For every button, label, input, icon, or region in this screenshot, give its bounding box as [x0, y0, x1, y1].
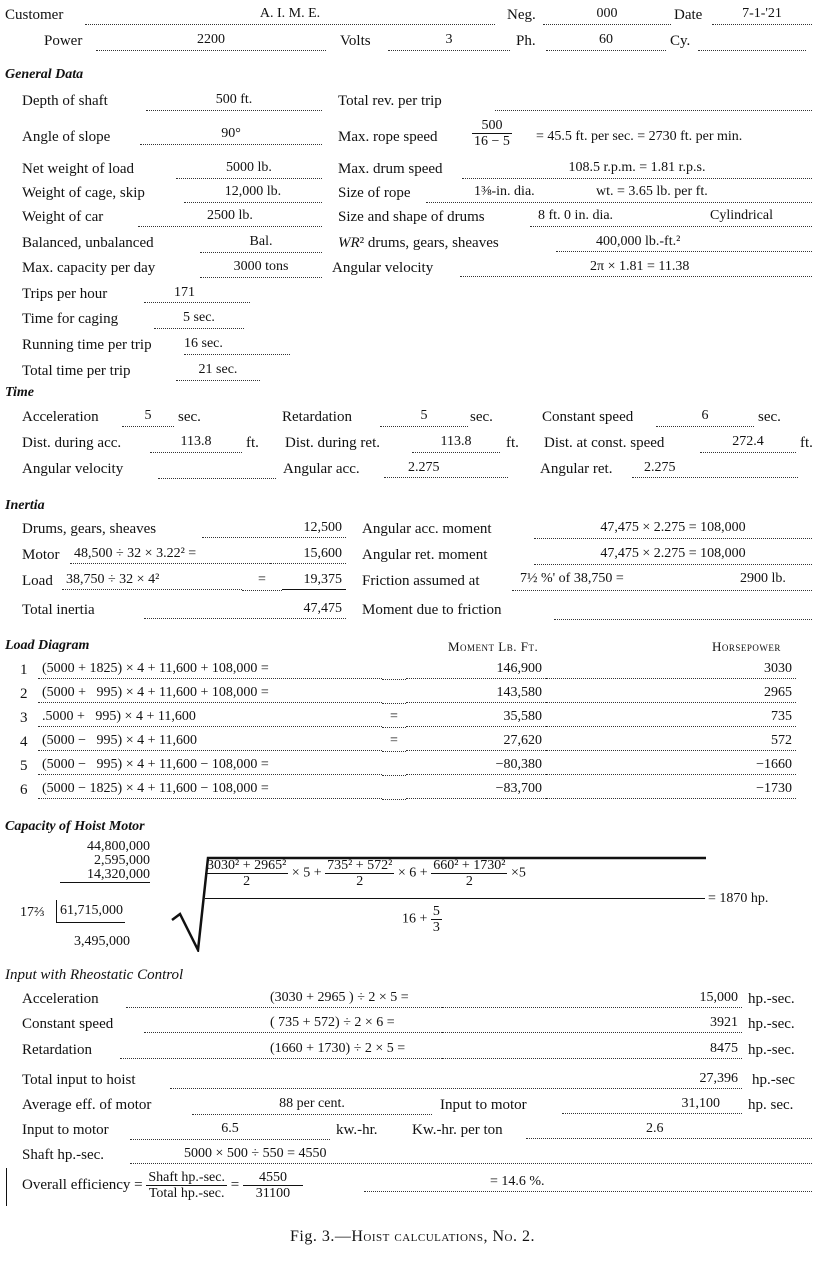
load-diagram-row [0, 757, 825, 779]
rope-speed-label: Max. rope speed [338, 129, 438, 145]
cy-value [698, 32, 806, 51]
load-row-horsepower: −1660 [546, 757, 796, 775]
kwton-value: 2.6 [526, 1121, 812, 1139]
input-const-value: 3921 [442, 1015, 742, 1033]
figure-caption [0, 1228, 825, 1246]
wr2-value: 400,000 lb.-ft.² [556, 234, 812, 252]
term2-mult: × 6 + [397, 865, 428, 881]
load-row-moment: 35,580 [406, 709, 546, 727]
time-acc-value: 5 [122, 408, 174, 427]
load-row-expression: (5000 − 995) × 4 + 11,600 − 108,000 = [38, 757, 382, 775]
time-const-label: Constant speed [542, 409, 634, 425]
balanced-label: Balanced, unbalanced [22, 235, 154, 251]
input-row-ret [0, 1041, 825, 1063]
inertia-row-3 [0, 572, 825, 594]
car-value: 2500 lb. [138, 208, 322, 227]
inertia-row-1 [0, 520, 825, 542]
input-acc-value: 15,000 [442, 990, 742, 1008]
inertia-row-2 [0, 546, 825, 568]
sqrt-numerator [205, 858, 526, 889]
input-ret-label: Retardation [22, 1042, 92, 1058]
load-row-number: 5 [20, 758, 28, 774]
quotient: 3,495,000 [74, 934, 130, 949]
date-label: Date [674, 7, 703, 23]
general-row-car [0, 208, 825, 230]
drums-label: Size and shape of drums [338, 209, 485, 225]
input-const-expr: ( 735 + 572) ÷ 2 × 6 = [144, 1015, 442, 1033]
term3-den: 2 [465, 874, 473, 889]
load-row-number: 6 [20, 782, 28, 798]
inertia-load-value: 19,375 [282, 572, 346, 590]
load-diagram-title: Load Diagram [5, 638, 90, 653]
general-row-total [0, 362, 825, 384]
input-acc-expr: (3030 + 2965 ) ÷ 2 × 5 = [126, 990, 442, 1008]
dist-acc-label: Dist. during acc. [22, 435, 122, 451]
input-row-eff [0, 1096, 825, 1118]
general-row-running [0, 336, 825, 358]
general-row-balanced [0, 234, 825, 256]
capacity-result: = 1870 hp. [708, 891, 769, 906]
inertia-load-expr: 38,750 ÷ 32 × 4² [62, 572, 242, 590]
den-five: 5 [432, 904, 440, 919]
term1-num: 3030² + 2965² [207, 858, 287, 873]
overall-efficiency [22, 1170, 303, 1201]
rope-speed-den: 16 − 5 [474, 134, 510, 149]
friction-moment-value [554, 601, 812, 620]
input-motor-unit: hp. sec. [748, 1097, 794, 1113]
header-row-1 [0, 6, 825, 28]
rope-speed-value: = 45.5 ft. per sec. = 2730 ft. per min. [536, 129, 743, 144]
caption-text: Hoist calculations, No. 2. [351, 1228, 535, 1245]
load-diagram-row [0, 781, 825, 803]
inertia-motor-expr: 48,500 ÷ 32 × 3.22² = [70, 546, 270, 564]
sum-line-1: 44,800,000 [87, 839, 150, 854]
date-value: 7-1-'21 [712, 6, 812, 25]
input-motor-value: 31,100 [562, 1096, 742, 1114]
input-row-const [0, 1015, 825, 1037]
balanced-value: Bal. [200, 234, 322, 253]
input-motor-label: Input to motor [440, 1097, 527, 1113]
input-ret-expr: (1660 + 1730) ÷ 2 × 5 = [120, 1041, 442, 1059]
volts-label: Volts [340, 33, 371, 49]
input-row-acc [0, 990, 825, 1012]
overall-den: Total hp.-sec. [148, 1186, 225, 1201]
kwton-label: Kw.-hr. per ton [412, 1122, 503, 1138]
margin-bar [6, 1168, 7, 1206]
rev-value [495, 92, 812, 111]
load-row-leader [382, 685, 406, 704]
overall-result: = 14.6 %. [364, 1174, 812, 1192]
load-row-horsepower: 735 [546, 709, 796, 727]
friction-moment-label: Moment due to friction [362, 602, 502, 618]
input-total-unit: hp.-sec [752, 1072, 795, 1088]
input-row-total [0, 1071, 825, 1093]
load-row-horsepower: 3030 [546, 661, 796, 679]
car-label: Weight of car [22, 209, 104, 225]
capacity-label: Max. capacity per day [22, 260, 156, 276]
inertia-load-label: Load [22, 573, 53, 589]
kwhr-unit: kw.-hr. [336, 1122, 378, 1138]
ret-moment-value: 47,475 × 2.275 = 108,000 [534, 546, 812, 565]
drums-shape-value: Cylindrical [710, 208, 773, 223]
load-diagram-row [0, 733, 825, 755]
sum-line-2: 2,595,000 [94, 853, 150, 868]
load-diagram-row [0, 709, 825, 731]
shaft-label: Shaft hp.-sec. [22, 1147, 105, 1163]
ret-moment-label: Angular ret. moment [362, 547, 488, 563]
efficiency-value: 88 per cent. [192, 1096, 432, 1115]
general-row-trips [0, 285, 825, 307]
input-title: Input with Rheostatic Control [5, 967, 184, 983]
term1-mult: × 5 + [291, 865, 322, 881]
neg-label: Neg. [507, 7, 536, 23]
acc-moment-value: 47,475 × 2.275 = 108,000 [534, 520, 812, 539]
load-row-horsepower: 572 [546, 733, 796, 751]
term3-num: 660² + 1730² [433, 858, 506, 873]
dist-ret-value: 113.8 [412, 434, 500, 453]
rope-speed-fraction [472, 118, 512, 149]
total-time-value: 21 sec. [176, 362, 260, 381]
running-label: Running time per trip [22, 337, 152, 353]
overall-vden: 31100 [255, 1186, 291, 1201]
input-total-label: Total input to hoist [22, 1072, 136, 1088]
time-row-2 [0, 434, 825, 456]
angle-label: Angle of slope [22, 129, 111, 145]
load-row-leader [382, 781, 406, 800]
load-row-moment: −83,700 [406, 781, 546, 799]
depth-value: 500 ft. [146, 92, 322, 111]
friction-lb-value: 2900 lb. [740, 571, 786, 586]
capacity-value: 3000 tons [200, 259, 322, 278]
input-row-shaft [0, 1146, 825, 1168]
running-value: 16 sec. [184, 336, 290, 355]
moment-column-header: Moment Lb. Ft. [448, 639, 539, 654]
load-row-moment: 143,580 [406, 685, 546, 703]
overall-label: Overall efficiency = [22, 1176, 143, 1193]
input-const-label: Constant speed [22, 1016, 114, 1032]
friction-value: 7½ %' of 38,750 = [520, 571, 624, 586]
rope-speed-num: 500 [472, 118, 512, 134]
term1-den: 2 [243, 874, 251, 889]
load-row-expression: (5000 − 1825) × 4 + 11,600 − 108,000 = [38, 781, 382, 799]
neg-value: 000 [543, 6, 671, 25]
dist-const-unit: ft. [800, 435, 813, 451]
horsepower-column-header: Horsepower [712, 639, 781, 654]
sqrt-denominator [402, 904, 442, 935]
input-row-kwhr [0, 1121, 825, 1143]
angular-velocity-value: 2π × 1.81 = 11.38 [460, 259, 812, 277]
dividend: 61,715,000 [56, 900, 125, 923]
rope-weight-value: wt. = 3.65 lb. per ft. [596, 184, 708, 199]
dist-acc-unit: ft. [246, 435, 259, 451]
efficiency-label: Average eff. of motor [22, 1097, 152, 1113]
trips-value: 171 [144, 285, 250, 303]
load-row-expression: (5000 − 995) × 4 + 11,600 [38, 733, 382, 751]
time-row-3 [0, 460, 825, 482]
power-value: 2200 [96, 32, 326, 51]
load-row-number: 3 [20, 710, 28, 726]
general-data-title: General Data [5, 67, 84, 82]
term2-den: 2 [356, 874, 364, 889]
load-row-equals: = [382, 733, 406, 752]
load-diagram-row [0, 685, 825, 707]
drum-speed-value: 108.5 r.p.m. = 1.81 r.p.s. [462, 160, 812, 179]
acc-moment-label: Angular acc. moment [362, 521, 492, 537]
dist-ret-label: Dist. during ret. [285, 435, 380, 451]
sum-line-3: 14,320,000 [60, 868, 150, 883]
shaft-value: 5000 × 500 ÷ 550 = 4550 [130, 1146, 812, 1164]
net-label: Net weight of load [22, 161, 135, 177]
time-angular-velocity-value [158, 460, 276, 479]
time-ret-value: 5 [380, 408, 468, 427]
rope-size-label: Size of rope [338, 185, 411, 201]
overall-num: Shaft hp.-sec. [148, 1170, 225, 1185]
load-row-expression: (5000 + 1825) × 4 + 11,600 + 108,000 = [38, 661, 382, 679]
time-title: Time [5, 385, 35, 400]
angular-acc-value: 2.275 [384, 460, 508, 478]
inertia-load-equals: = [242, 572, 282, 591]
load-row-moment: 27,620 [406, 733, 546, 751]
load-diagram-row [0, 661, 825, 683]
general-row-angle [0, 118, 825, 156]
load-row-moment: −80,380 [406, 757, 546, 775]
term2-num: 735² + 572² [327, 858, 393, 873]
input-const-unit: hp.-sec. [748, 1016, 795, 1032]
load-row-horsepower: 2965 [546, 685, 796, 703]
load-row-number: 1 [20, 662, 28, 678]
term3-mult: ×5 [510, 865, 526, 881]
volts-value: 3 [388, 32, 510, 51]
load-row-horsepower: −1730 [546, 781, 796, 799]
load-row-number: 2 [20, 686, 28, 702]
cage-label: Weight of cage, skip [22, 185, 145, 201]
rope-size-value: 1⅜-in. dia. [474, 184, 535, 199]
input-acc-unit: hp.-sec. [748, 991, 795, 1007]
caging-value: 5 sec. [154, 310, 244, 329]
dist-acc-value: 113.8 [150, 434, 242, 453]
input-ret-unit: hp.-sec. [748, 1042, 795, 1058]
customer-label: Customer [5, 7, 64, 23]
den-three: 3 [432, 920, 440, 935]
kwhr-label: Input to motor [22, 1122, 109, 1138]
inertia-row-4 [0, 601, 825, 623]
general-row-capacity [0, 259, 825, 281]
inertia-drums-value: 12,500 [202, 520, 346, 538]
general-row-depth [0, 92, 825, 114]
angular-acc-label: Angular acc. [283, 461, 360, 477]
input-acc-label: Acceleration [22, 991, 99, 1007]
time-const-value: 6 [656, 408, 754, 427]
angular-ret-value: 2.275 [632, 460, 798, 478]
ph-value: 60 [546, 32, 666, 51]
customer-value: A. I. M. E. [85, 6, 495, 25]
time-acc-label: Acceleration [22, 409, 99, 425]
kwhr-value: 6.5 [130, 1121, 330, 1140]
inertia-motor-value: 15,600 [270, 546, 346, 564]
load-row-expression: .5000 + 995) × 4 + 11,600 [38, 709, 382, 727]
depth-label: Depth of shaft [22, 93, 108, 109]
dist-ret-unit: ft. [506, 435, 519, 451]
total-inertia-value: 47,475 [144, 601, 346, 619]
overall-vnum: 4550 [243, 1170, 303, 1186]
time-angular-velocity-label: Angular velocity [22, 461, 124, 477]
time-row-1 [0, 408, 825, 430]
caption-prefix: Fig. 3.— [290, 1228, 352, 1245]
rev-label: Total rev. per trip [338, 93, 442, 109]
inertia-motor-label: Motor [22, 547, 60, 563]
trips-label: Trips per hour [22, 286, 108, 302]
input-total-value: 27,396 [170, 1071, 742, 1089]
cy-label: Cy. [670, 33, 691, 49]
ph-label: Ph. [516, 33, 536, 49]
dist-const-label: Dist. at const. speed [544, 435, 665, 451]
drums-size-value: 8 ft. 0 in. dia. [538, 208, 614, 223]
inertia-drums-label: Drums, gears, sheaves [22, 521, 157, 537]
den-sixteen: 16 + [402, 911, 428, 927]
capacity-sum [60, 840, 150, 883]
angular-ret-label: Angular ret. [540, 461, 613, 477]
cage-value: 12,000 lb. [184, 184, 322, 203]
angular-velocity-label: Angular velocity [332, 260, 434, 276]
capacity-title: Capacity of Hoist Motor [5, 819, 145, 834]
dist-const-value: 272.4 [700, 434, 796, 453]
time-acc-unit: sec. [178, 409, 201, 425]
caging-label: Time for caging [22, 311, 119, 327]
inertia-title: Inertia [5, 498, 45, 513]
drum-speed-label: Max. drum speed [338, 161, 443, 177]
time-ret-label: Retardation [282, 409, 352, 425]
time-const-unit: sec. [758, 409, 781, 425]
load-row-moment: 146,900 [406, 661, 546, 679]
angle-value: 90° [140, 126, 322, 145]
power-label: Power [44, 33, 83, 49]
load-row-expression: (5000 + 995) × 4 + 11,600 + 108,000 = [38, 685, 382, 703]
load-row-leader [382, 757, 406, 776]
input-ret-value: 8475 [442, 1041, 742, 1059]
wr2-label: WR² drums, gears, sheaves [338, 235, 499, 251]
header-row-2 [0, 32, 825, 54]
main-fraction-bar [205, 898, 705, 899]
friction-label: Friction assumed at [362, 573, 480, 589]
total-inertia-label: Total inertia [22, 602, 95, 618]
load-row-leader [382, 661, 406, 680]
divisor: 17⅔ [20, 905, 45, 920]
load-row-equals: = [382, 709, 406, 728]
general-row-net [0, 160, 825, 182]
net-value: 5000 lb. [176, 160, 322, 179]
load-row-number: 4 [20, 734, 28, 750]
total-time-label: Total time per trip [22, 363, 131, 379]
overall-eq: = [230, 1176, 240, 1193]
general-row-caging [0, 310, 825, 332]
time-ret-unit: sec. [470, 409, 493, 425]
